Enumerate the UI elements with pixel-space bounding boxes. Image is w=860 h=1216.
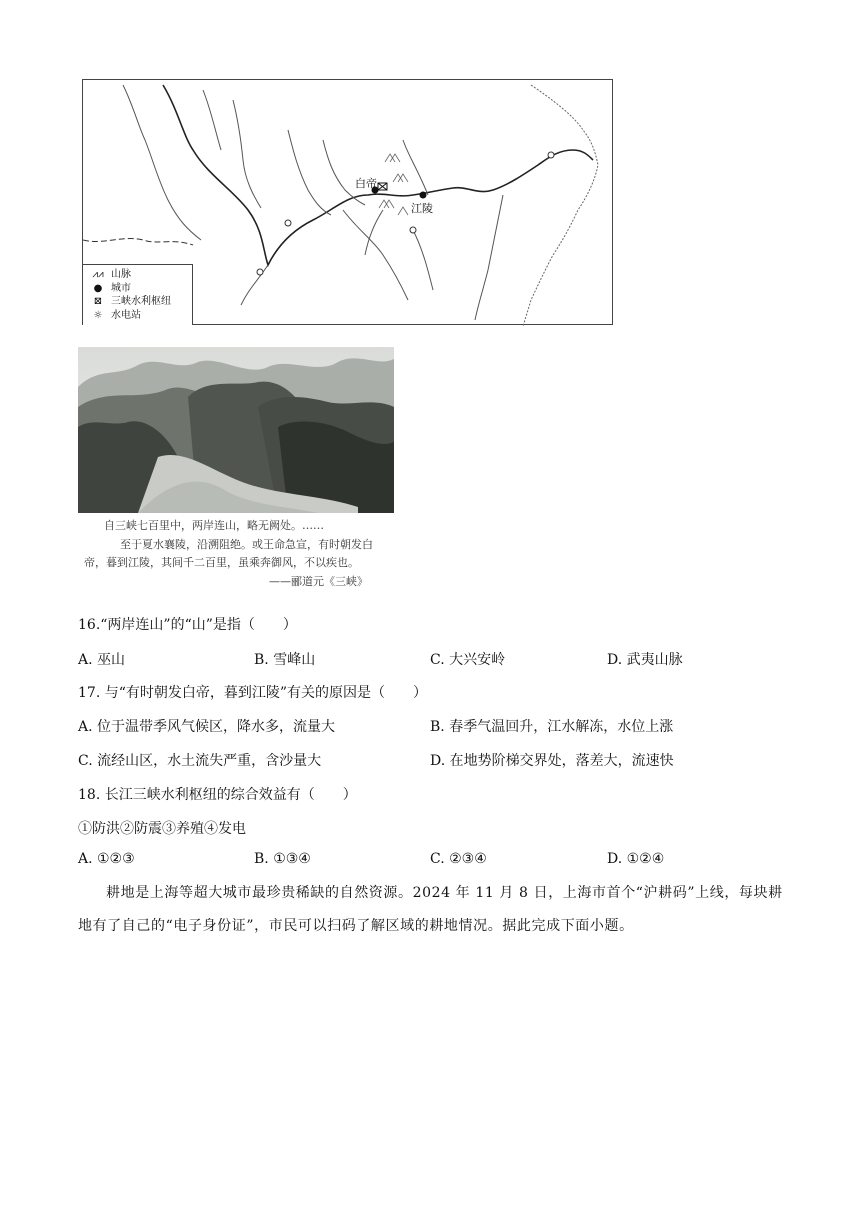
caption-source: ——郦道元《三峡》 <box>269 574 368 588</box>
legend-item <box>91 268 192 282</box>
hydropower-icon <box>257 152 554 275</box>
three-gorges-painting <box>78 347 394 513</box>
caption-line: 帝，暮到江陵，其间千二百里，虽乘奔御风，不以疾也。 <box>84 556 359 569</box>
legend-item <box>91 295 192 309</box>
legend-label: 山脉 <box>111 269 131 280</box>
question-17-stem: 17. 与“有时朝发白帝，暮到江陵”有关的原因是（ ） <box>78 685 428 701</box>
option-17-d[interactable]: D. 在地势阶梯交界处，落差大，流速快 <box>430 753 674 769</box>
option-17-c[interactable]: C. 流经山区，水土流失严重，含沙量大 <box>78 753 322 769</box>
caption-line: 自三峡七百里中，两岸连山，略无阙处。…… <box>104 519 324 532</box>
tributary <box>288 130 331 215</box>
option-16-d[interactable]: D. 武夷山脉 <box>607 652 683 668</box>
option-16-b[interactable]: B. 雪峰山 <box>254 652 316 668</box>
question-18-stem: 18. 长江三峡水利枢纽的综合效益有（ ） <box>78 787 357 803</box>
city-dot-icon: ● <box>93 282 103 294</box>
question-18-subline: ①防洪②防震③养殖④发电 <box>78 821 246 837</box>
dam-icon: ⊠ <box>93 296 103 307</box>
legend-item <box>91 309 192 323</box>
border-line <box>83 239 193 245</box>
option-18-c[interactable]: C. ②③④ <box>430 851 487 867</box>
poem-caption <box>84 517 384 591</box>
legend-label: 城市 <box>111 282 131 294</box>
tributary <box>323 140 365 205</box>
map-legend <box>83 264 193 325</box>
coastline <box>523 85 598 326</box>
legend-label: 三峡水利枢纽 <box>111 296 171 307</box>
mountain-icon: ⩘⩘ <box>92 269 104 280</box>
option-16-a[interactable]: A. 巫山 <box>78 652 126 668</box>
yangtze-map <box>82 79 613 325</box>
legend-item <box>91 282 192 296</box>
hydropower-icon: ☼ <box>93 309 103 321</box>
city-label-baidi: 白帝 <box>355 177 377 190</box>
tributary <box>241 265 268 305</box>
option-18-d[interactable]: D. ①②④ <box>607 851 665 867</box>
yangtze-river <box>163 85 593 265</box>
passage-text: 耕地是上海等超大城市最珍贵稀缺的自然资源。2024 年 11 月 8 日，上海市首个“沪耕码”上线，每块耕地有了自己的“电子身份证”，市民可以扫码了解区域的耕地情况。据此完成下面小题。 <box>78 885 783 934</box>
tributary <box>413 230 433 290</box>
option-18-a[interactable]: A. ①②③ <box>78 851 135 867</box>
option-17-a[interactable]: A. 位于温带季风气候区，降水多，流量大 <box>78 719 336 735</box>
city-label-jiangling: 江陵 <box>411 202 433 215</box>
caption-line: 至于夏水襄陵，沿溯阻绝。或王命急宣，有时朝发白 <box>120 537 373 551</box>
tributary <box>123 85 201 240</box>
question-16-stem: 16.“两岸连山”的“山”是指（ ） <box>78 617 297 633</box>
option-17-b[interactable]: B. 春季气温回升，江水解冻，水位上涨 <box>430 719 674 735</box>
tributary <box>403 140 428 195</box>
tributary <box>365 210 383 255</box>
city-dot-icon <box>420 192 427 199</box>
dam-icon <box>378 183 387 190</box>
option-16-c[interactable]: C. 大兴安岭 <box>430 652 506 668</box>
option-18-b[interactable]: B. ①③④ <box>254 851 311 867</box>
tributary <box>233 100 261 208</box>
legend-label: 水电站 <box>111 309 141 321</box>
tributary <box>475 195 503 320</box>
tributary <box>203 90 221 150</box>
